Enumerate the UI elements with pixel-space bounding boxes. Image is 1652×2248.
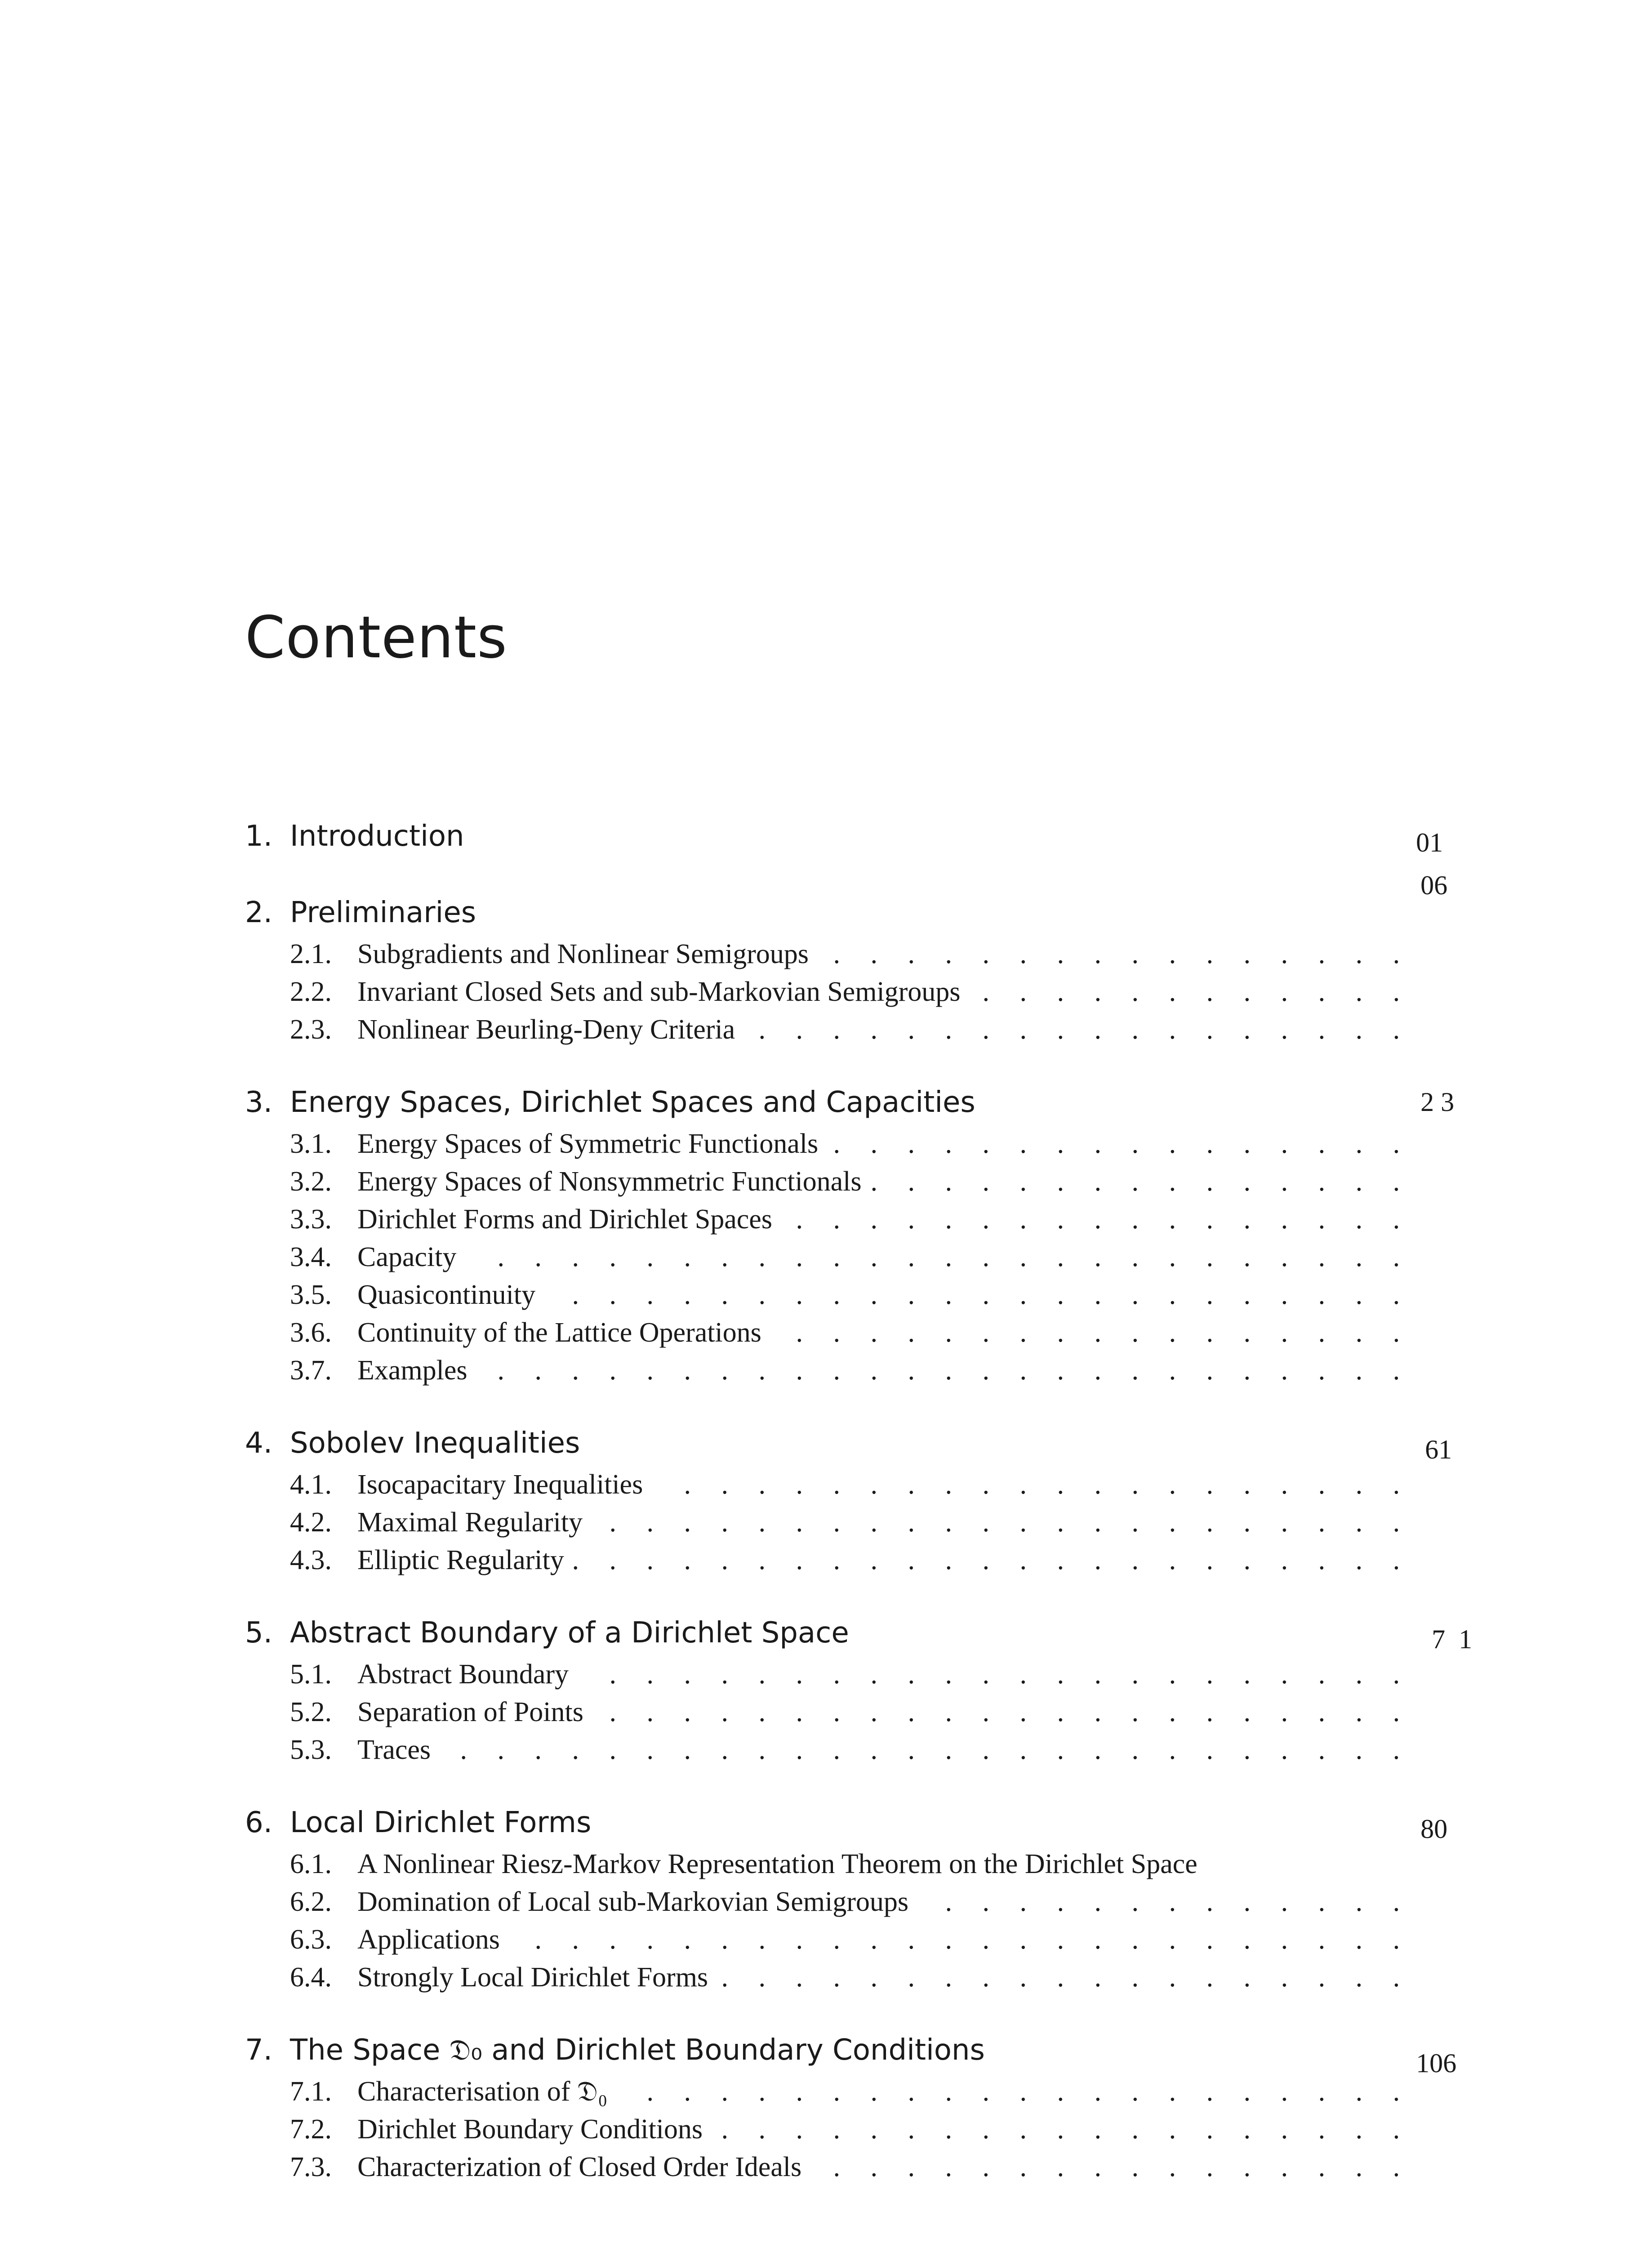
dot-leader	[744, 1014, 1412, 1046]
section-title: Characterization of Closed Order Ideals	[357, 2151, 802, 2182]
chapter-title: The Space 𝔇₀ and Dirichlet Boundary Conditions	[290, 2034, 985, 2067]
toc-section[interactable]	[245, 2148, 1412, 2186]
chapter-page-number: 61	[1425, 1435, 1452, 1464]
toc-section[interactable]	[245, 1655, 1412, 1693]
toc-section[interactable]	[245, 1731, 1412, 1769]
dot-leader	[573, 1544, 1412, 1576]
section-number: 6.4.	[290, 1962, 332, 1993]
section-number: 4.3.	[290, 1544, 332, 1575]
chapter-heading[interactable]	[245, 1800, 1499, 1845]
dot-leader	[969, 976, 1412, 1008]
dot-leader	[871, 1166, 1412, 1198]
section-title: Invariant Closed Sets and sub-Markovian Semigroups	[357, 976, 961, 1007]
section-title: Nonlinear Beurling-Deny Criteria	[357, 1014, 735, 1045]
toc-section[interactable]	[245, 1503, 1412, 1541]
section-number: 7.2.	[290, 2114, 332, 2145]
chapter-number: 5.	[245, 1616, 273, 1650]
dot-leader	[592, 1507, 1412, 1539]
dot-leader	[544, 1279, 1412, 1311]
toc-section[interactable]	[245, 1845, 1412, 1883]
table-of-contents	[245, 814, 1499, 2217]
toc-section[interactable]	[245, 1200, 1412, 1238]
section-number: 5.3.	[290, 1734, 332, 1765]
chapter-number: 1.	[245, 820, 273, 853]
toc-section[interactable]	[245, 2073, 1412, 2110]
section-number: 3.3.	[290, 1204, 332, 1235]
section-title: Energy Spaces of Nonsymmetric Functionals	[357, 1166, 862, 1197]
section-title: Dirichlet Boundary Conditions	[357, 2114, 703, 2145]
section-number: 7.3.	[290, 2151, 332, 2182]
toc-chapter	[245, 1800, 1499, 1996]
chapter-number: 4.	[245, 1427, 273, 1460]
section-number: 4.2.	[290, 1507, 332, 1538]
section-title: Elliptic Regularity	[357, 1544, 564, 1575]
toc-section[interactable]	[245, 1466, 1412, 1503]
section-title: Continuity of the Lattice Operations	[357, 1317, 761, 1348]
section-number: 5.1.	[290, 1659, 332, 1690]
chapter-page-number: 2 3	[1420, 1087, 1454, 1117]
toc-section[interactable]	[245, 1883, 1412, 1921]
dot-leader	[770, 1317, 1412, 1349]
section-title: Traces	[357, 1734, 431, 1765]
toc-chapter	[245, 870, 1499, 1048]
page-title: Contents	[245, 604, 508, 671]
section-title: A Nonlinear Riesz-Markov Representation Theorem on the Dirichlet Space	[357, 1848, 1198, 1879]
toc-section[interactable]	[245, 1276, 1412, 1314]
dot-leader	[509, 1924, 1412, 1956]
toc-chapter	[245, 814, 1499, 859]
dot-leader	[578, 1659, 1412, 1690]
section-title: Examples	[357, 1355, 468, 1386]
chapter-heading[interactable]	[245, 814, 1499, 859]
toc-section[interactable]	[245, 1314, 1412, 1351]
section-title: Energy Spaces of Symmetric Functionals	[357, 1128, 819, 1159]
section-title: Strongly Local Dirichlet Forms	[357, 1962, 708, 1993]
section-title: Maximal Regularity	[357, 1507, 583, 1538]
toc-section[interactable]	[245, 1238, 1412, 1276]
section-number: 3.4.	[290, 1241, 332, 1272]
chapter-title: Energy Spaces, Dirichlet Spaces and Capacities	[290, 1086, 975, 1119]
dot-leader	[592, 1696, 1412, 1728]
toc-section[interactable]	[245, 1011, 1412, 1048]
dot-leader	[810, 2151, 1412, 2183]
section-number: 2.2.	[290, 976, 332, 1007]
chapter-number: 2.	[245, 896, 273, 929]
section-title: Separation of Points	[357, 1696, 583, 1727]
chapter-title: Introduction	[290, 820, 464, 853]
chapter-page-number: 06	[1420, 870, 1447, 900]
chapter-heading[interactable]	[245, 1610, 1499, 1655]
dot-leader	[440, 1734, 1412, 1766]
dot-leader	[476, 1355, 1412, 1387]
dot-leader	[818, 938, 1412, 970]
chapter-heading[interactable]	[245, 870, 1499, 935]
dot-leader	[465, 1241, 1412, 1273]
section-number: 3.7.	[290, 1355, 332, 1386]
toc-chapter	[245, 1421, 1499, 1579]
chapter-title: Local Dirichlet Forms	[290, 1806, 592, 1839]
dot-leader	[652, 1469, 1412, 1501]
section-number: 6.1.	[290, 1848, 332, 1879]
chapter-page-number: 106	[1416, 2048, 1456, 2078]
chapter-title: Preliminaries	[290, 896, 476, 929]
section-title: Domination of Local sub-Markovian Semigroups	[357, 1886, 909, 1917]
toc-chapter	[245, 1080, 1499, 1389]
toc-section[interactable]	[245, 1125, 1412, 1163]
dot-leader	[917, 1886, 1412, 1918]
chapter-title: Abstract Boundary of a Dirichlet Space	[290, 1616, 849, 1650]
section-number: 6.2.	[290, 1886, 332, 1917]
toc-chapter	[245, 2028, 1499, 2186]
chapter-page-number: 7 1	[1432, 1624, 1472, 1654]
section-title: Characterisation of 𝔇₀	[357, 2076, 608, 2107]
dot-leader	[712, 2114, 1412, 2145]
section-number: 3.2.	[290, 1166, 332, 1197]
section-title: Dirichlet Forms and Dirichlet Spaces	[357, 1204, 772, 1235]
dot-leader	[717, 1962, 1412, 1994]
section-title: Capacity	[357, 1241, 457, 1272]
toc-section[interactable]	[245, 973, 1412, 1011]
dot-leader	[827, 1128, 1412, 1160]
section-number: 5.2.	[290, 1696, 332, 1727]
section-number: 3.6.	[290, 1317, 332, 1348]
chapter-number: 3.	[245, 1086, 273, 1119]
chapter-title: Sobolev Inequalities	[290, 1427, 580, 1460]
section-number: 6.3.	[290, 1924, 332, 1955]
section-title: Applications	[357, 1924, 500, 1955]
section-number: 3.1.	[290, 1128, 332, 1159]
toc-section[interactable]	[245, 935, 1412, 973]
chapter-page-number: 01	[1416, 828, 1443, 857]
toc-section[interactable]	[245, 1958, 1412, 1996]
section-number: 3.5.	[290, 1279, 332, 1310]
section-title: Subgradients and Nonlinear Semigroups	[357, 938, 809, 969]
section-number: 7.1.	[290, 2076, 332, 2107]
section-title: Abstract Boundary	[357, 1659, 569, 1690]
toc-section[interactable]	[245, 1921, 1412, 1958]
section-title: Isocapacitary Inequalities	[357, 1469, 643, 1500]
toc-section[interactable]	[245, 1163, 1412, 1200]
toc-section[interactable]	[245, 1351, 1412, 1389]
section-title: Quasicontinuity	[357, 1279, 536, 1310]
chapter-heading[interactable]	[245, 2028, 1499, 2078]
chapter-number: 7.	[245, 2034, 273, 2067]
section-number: 4.1.	[290, 1469, 332, 1500]
chapter-heading[interactable]	[245, 1080, 1499, 1125]
chapter-heading[interactable]	[245, 1421, 1499, 1466]
toc-chapter	[245, 1610, 1499, 1769]
dot-leader	[617, 2076, 1412, 2108]
section-number: 2.3.	[290, 1014, 332, 1045]
toc-section[interactable]	[245, 1541, 1412, 1579]
dot-leader	[781, 1204, 1412, 1236]
toc-section[interactable]	[245, 1693, 1412, 1731]
chapter-number: 6.	[245, 1806, 273, 1839]
chapter-page-number: 80	[1420, 1814, 1447, 1844]
toc-section[interactable]	[245, 2110, 1412, 2148]
section-number: 2.1.	[290, 938, 332, 969]
